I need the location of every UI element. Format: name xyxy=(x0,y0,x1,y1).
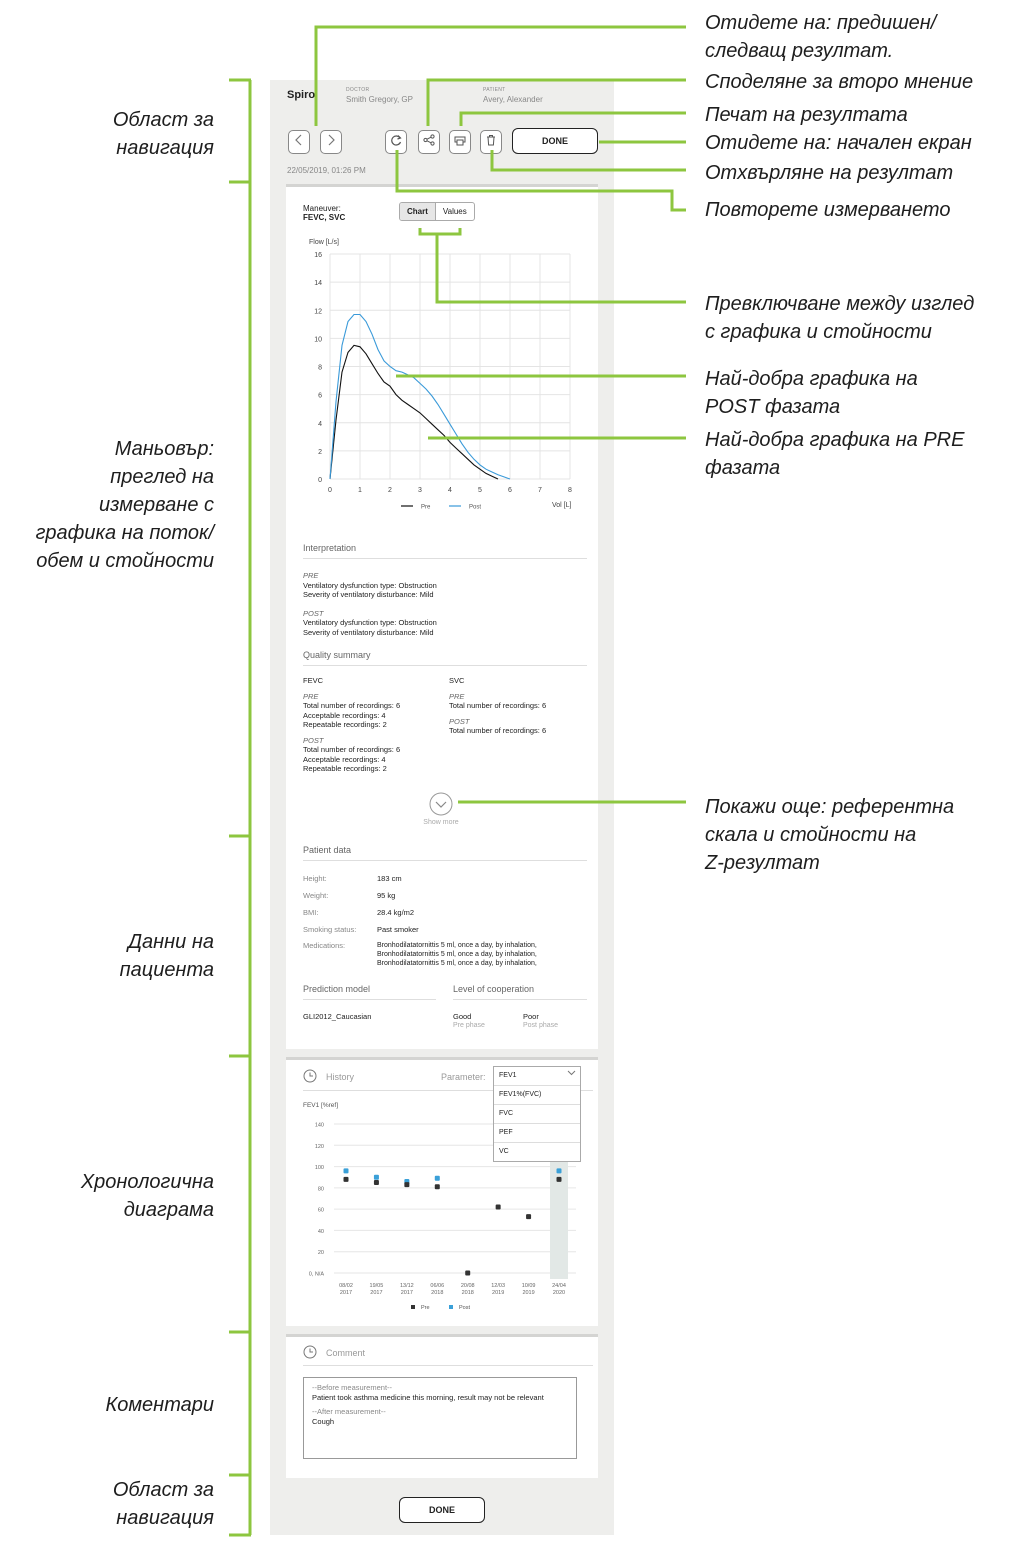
history-pre-point xyxy=(344,1177,349,1182)
history-pre-point xyxy=(465,1271,470,1276)
comment-line: Cough xyxy=(312,1416,335,1426)
y-tick-label: 6 xyxy=(318,392,322,400)
annotation-navigation-bottom xyxy=(14,1476,214,1532)
coop-pre-value: Good xyxy=(453,1012,472,1021)
svc-post-label: POST xyxy=(449,716,470,726)
annotation-text: Споделяне за второ мнение xyxy=(705,71,974,93)
comment-line: --After measurement-- xyxy=(312,1407,386,1416)
weight-value: 95 kg xyxy=(377,891,396,900)
history-post-point xyxy=(435,1176,440,1181)
history-date-label: 08/02 xyxy=(339,1283,353,1289)
parameter-option[interactable]: PEF xyxy=(494,1123,580,1142)
interp-post-severity-label: Severity of ventilatory disturbance: xyxy=(303,627,418,637)
tab-values[interactable]: Values xyxy=(435,203,474,220)
smoking-value: Past smoker xyxy=(377,925,419,934)
result-date: 22/05/2019, 01:26 PM xyxy=(287,166,366,175)
annotation-text: Данни на пациента xyxy=(119,931,214,981)
history-year-label: 2020 xyxy=(552,1290,566,1296)
annotation-text: Най-добра графика на POST фазата xyxy=(705,368,918,418)
x-tick-label: 2 xyxy=(388,487,392,494)
annotation-text: Отхвърляне на резултат xyxy=(705,162,954,184)
print-icon xyxy=(454,133,466,151)
medication-line: Bronhodilatatornittis 5 ml, once a day, by inhalation, xyxy=(377,960,537,967)
interp-pre-label: PRE xyxy=(303,571,319,580)
history-y-tick-label: 20 xyxy=(317,1250,324,1257)
coop-pre-label: Pre phase xyxy=(453,1022,485,1029)
svc-pre-label: PRE xyxy=(449,691,465,701)
history-post-point xyxy=(557,1168,562,1173)
annotation-patient-data xyxy=(14,928,214,984)
annotation-text: Повторете измерването xyxy=(705,199,951,221)
y-tick-label: 4 xyxy=(318,420,322,428)
svc-post-line: Total number of recordings: 6 xyxy=(449,726,547,735)
footer-done-button[interactable]: DONE xyxy=(399,1497,485,1523)
coop-post-label: Post phase xyxy=(523,1022,559,1029)
x-tick-label: 5 xyxy=(478,487,482,494)
history-legend-post-swatch xyxy=(449,1305,453,1309)
parameter-option[interactable]: FVC xyxy=(494,1104,580,1123)
flow-volume-chart xyxy=(286,227,598,537)
annotation-toggle xyxy=(705,290,1025,346)
medication-line: Bronhodilatatornittis 5 ml, once a day, by inhalation, xyxy=(377,951,537,958)
share-second-opinion-button[interactable] xyxy=(418,130,440,154)
parameter-option[interactable]: VC xyxy=(494,1142,580,1161)
history-date-label: 24/04 xyxy=(552,1283,566,1289)
annotation-home xyxy=(705,129,1025,157)
interp-post-type-value: Obstruction xyxy=(398,618,437,627)
history-post-point xyxy=(374,1175,379,1180)
history-date-label: 13/12 xyxy=(399,1283,414,1289)
x-tick-label: 4 xyxy=(448,487,452,494)
annotation-maneuver xyxy=(14,435,214,575)
history-pre-point xyxy=(557,1177,562,1182)
quality-svc xyxy=(449,676,589,736)
chevron-down-icon xyxy=(567,1067,576,1085)
next-result-button[interactable] xyxy=(320,130,342,154)
history-y-tick-label: 80 xyxy=(317,1186,324,1193)
history-year-label: 2017 xyxy=(370,1290,383,1296)
history-year-label: 2017 xyxy=(400,1290,413,1296)
legend-label: Pre xyxy=(421,504,431,511)
maneuver-label: Maneuver: xyxy=(303,204,341,213)
annotation-discard xyxy=(705,159,1025,187)
history-date-label: 20/08 xyxy=(460,1283,475,1289)
history-y-axis-label: FEV1 [%ref] xyxy=(303,1102,339,1109)
interp-pre-severity-value: Mild xyxy=(419,590,434,599)
patient-name: Avery, Alexander xyxy=(483,95,543,104)
bmi-value: 28.4 kg/m2 xyxy=(377,908,415,917)
annotation-text: Маньовър: преглед на измерване с графика на поток/ обем и стойности xyxy=(35,438,214,572)
history-pre-point xyxy=(435,1184,440,1189)
comment-title: Comment xyxy=(326,1348,366,1358)
history-pre-point xyxy=(374,1180,379,1185)
comment-clock-icon xyxy=(303,1345,317,1364)
history-card xyxy=(286,1057,598,1326)
annotation-text: Област за навигация xyxy=(112,1479,214,1529)
annotation-text: Най-добра графика на PRE фазата xyxy=(705,429,965,479)
doctor-name: Smith Gregory, GP xyxy=(346,95,413,104)
annotation-print xyxy=(705,101,1025,129)
history-title: History xyxy=(326,1072,355,1082)
interp-pre-type-value: Obstruction xyxy=(398,580,437,590)
history-y-tick-label: 40 xyxy=(317,1228,324,1235)
history-y-tick-label: 0, N/A xyxy=(308,1271,324,1278)
history-y-tick-label: 140 xyxy=(314,1122,324,1129)
svc-title: SVC xyxy=(449,676,465,685)
repeat-measurement-button[interactable] xyxy=(385,130,407,154)
history-year-label: 2017 xyxy=(339,1290,353,1296)
y-tick-label: 12 xyxy=(314,308,322,316)
interp-pre-type-label: Ventilatory dysfunction type: xyxy=(303,580,397,590)
doctor-label: DOCTOR xyxy=(346,87,370,93)
comment-textarea[interactable] xyxy=(303,1377,577,1459)
x-tick-label: 3 xyxy=(418,487,422,494)
y-axis-label: Flow [L/s] xyxy=(309,239,339,246)
annotation-text: Хронологична диаграма xyxy=(80,1171,214,1221)
clock-icon xyxy=(303,1069,317,1088)
svc-pre-line: Total number of recordings: 6 xyxy=(449,701,547,710)
y-tick-label: 2 xyxy=(318,448,322,456)
patient-data-table xyxy=(303,874,593,968)
done-button[interactable]: DONE xyxy=(512,128,598,154)
annotation-text: Коментари xyxy=(105,1394,214,1416)
coop-post-value: Poor xyxy=(523,1012,539,1021)
left-brackets xyxy=(229,80,251,1535)
patient-data-title: Patient data xyxy=(303,845,352,855)
chevron-left-icon xyxy=(294,133,304,151)
x-tick-label: 7 xyxy=(538,487,542,494)
series-pre-line xyxy=(330,345,498,479)
annotation-text: Покажи още: референтна скала и стойности на Z-резултат xyxy=(705,796,955,874)
history-date-label: 19/05 xyxy=(369,1283,384,1289)
interpretation-block xyxy=(303,571,593,637)
quality-summary-title: Quality summary xyxy=(303,650,371,660)
show-more-button[interactable] xyxy=(429,792,453,816)
history-year-label: 2019 xyxy=(492,1290,505,1296)
annotation-navigation-top xyxy=(14,106,214,162)
fevc-post-line: Acceptable recordings: 4 xyxy=(303,754,386,764)
y-tick-label: 16 xyxy=(314,252,322,259)
annotation-prev-next xyxy=(705,9,1025,65)
comment-line: --Before measurement-- xyxy=(312,1383,393,1392)
annotation-text: Отидете на: начален екран xyxy=(705,132,972,154)
fevc-pre-line: Total number of recordings: 6 xyxy=(303,701,401,710)
history-y-tick-label: 100 xyxy=(314,1165,324,1172)
x-tick-label: 0 xyxy=(328,487,332,494)
history-y-tick-label: 60 xyxy=(317,1207,324,1214)
annotation-comments xyxy=(14,1391,214,1419)
fevc-pre-line: Repeatable recordings: 2 xyxy=(303,720,387,729)
y-tick-label: 0 xyxy=(318,477,322,484)
annotation-share xyxy=(705,68,1025,96)
history-year-label: 2018 xyxy=(431,1290,444,1296)
discard-result-button[interactable] xyxy=(480,130,502,154)
patient-label: PATIENT xyxy=(483,87,506,93)
interpretation-title: Interpretation xyxy=(303,543,357,553)
maneuver-card xyxy=(286,184,598,1049)
annotation-repeat xyxy=(705,196,1025,224)
parameter-selected: FEV1 xyxy=(499,1072,517,1079)
medication-line: Bronhodilatatornittis 5 ml, once a day, by inhalation, xyxy=(377,942,537,949)
history-pre-point xyxy=(496,1205,501,1210)
refresh-icon xyxy=(390,133,402,151)
bmi-label: BMI: xyxy=(303,908,319,917)
fevc-pre-line: Acceptable recordings: 4 xyxy=(303,710,386,720)
fevc-post-line: Total number of recordings: 6 xyxy=(303,745,401,754)
fevc-pre-label: PRE xyxy=(303,691,319,701)
history-date-label: 10/09 xyxy=(521,1283,536,1289)
chart-values-toggle xyxy=(399,202,475,221)
history-year-label: 2018 xyxy=(461,1290,474,1296)
trash-icon xyxy=(485,133,497,151)
maneuver-value: FEVC, SVC xyxy=(303,213,346,222)
results-screen xyxy=(270,80,614,1535)
chevron-right-icon xyxy=(326,133,336,151)
interp-pre-severity-label: Severity of ventilatory disturbance: xyxy=(303,590,418,599)
y-tick-label: 8 xyxy=(318,364,322,372)
x-tick-label: 1 xyxy=(358,487,362,494)
fevc-title: FEVC xyxy=(303,676,324,685)
annotation-history xyxy=(14,1168,214,1224)
annotation-post-curve xyxy=(705,365,1025,421)
history-date-label: 12/03 xyxy=(491,1283,506,1289)
legend-label: Post xyxy=(469,504,482,511)
history-date-label: 06/06 xyxy=(430,1283,445,1289)
annotation-text: Превключване между изглед с графика и стойности xyxy=(705,293,975,343)
history-post-point xyxy=(344,1168,349,1173)
x-tick-label: 8 xyxy=(568,487,572,494)
x-tick-label: 6 xyxy=(508,487,512,494)
history-y-tick-label: 120 xyxy=(314,1143,324,1150)
annotation-text: Отидете на: предишен/ следващ резултат. xyxy=(705,12,937,62)
annotation-pre-curve xyxy=(705,426,1025,482)
history-legend-pre-swatch xyxy=(411,1305,415,1309)
parameter-select[interactable] xyxy=(493,1066,581,1162)
x-axis-label: Vol [L] xyxy=(552,502,572,509)
chevron-down-icon xyxy=(429,792,453,816)
annotation-show-more xyxy=(705,793,1025,877)
prediction-model-title: Prediction model xyxy=(303,984,371,994)
tab-chart[interactable]: Chart xyxy=(400,203,435,220)
show-more-label: Show more xyxy=(423,819,459,826)
annotation-text: Област за навигация xyxy=(112,109,214,159)
y-tick-label: 14 xyxy=(314,280,322,288)
history-pre-point xyxy=(526,1214,531,1219)
y-tick-label: 10 xyxy=(314,336,322,344)
medications-label: Medications: xyxy=(303,941,346,950)
cooperation-title: Level of cooperation xyxy=(453,984,535,994)
interp-post-type-label: Ventilatory dysfunction type: xyxy=(303,618,397,627)
height-value: 183 cm xyxy=(377,874,402,883)
history-legend-post-label: Post xyxy=(459,1305,471,1311)
comment-card xyxy=(286,1334,598,1478)
fevc-post-line: Repeatable recordings: 2 xyxy=(303,764,387,773)
previous-result-button[interactable] xyxy=(288,130,310,154)
weight-label: Weight: xyxy=(303,891,329,900)
interp-post-label: POST xyxy=(303,608,324,618)
share-icon xyxy=(423,133,435,151)
comment-line: Patient took asthma medicine this morning, result may not be relevant xyxy=(312,1392,544,1402)
history-legend-pre-label: Pre xyxy=(421,1305,430,1311)
print-result-button[interactable] xyxy=(449,130,471,154)
annotation-text: Печат на резултата xyxy=(705,104,908,126)
history-pre-point xyxy=(404,1182,409,1187)
parameter-label: Parameter: xyxy=(441,1072,486,1082)
prediction-model-value: GLI2012_Caucasian xyxy=(303,1012,372,1021)
app-title: Spiro xyxy=(287,89,316,101)
height-label: Height: xyxy=(303,874,327,883)
fevc-post-label: POST xyxy=(303,735,324,745)
quality-fevc xyxy=(303,676,443,774)
interp-post-severity-value: Mild xyxy=(419,627,434,637)
history-year-label: 2019 xyxy=(522,1290,535,1296)
parameter-option[interactable]: FEV1%(FVC) xyxy=(494,1085,580,1104)
smoking-label: Smoking status: xyxy=(303,925,357,934)
